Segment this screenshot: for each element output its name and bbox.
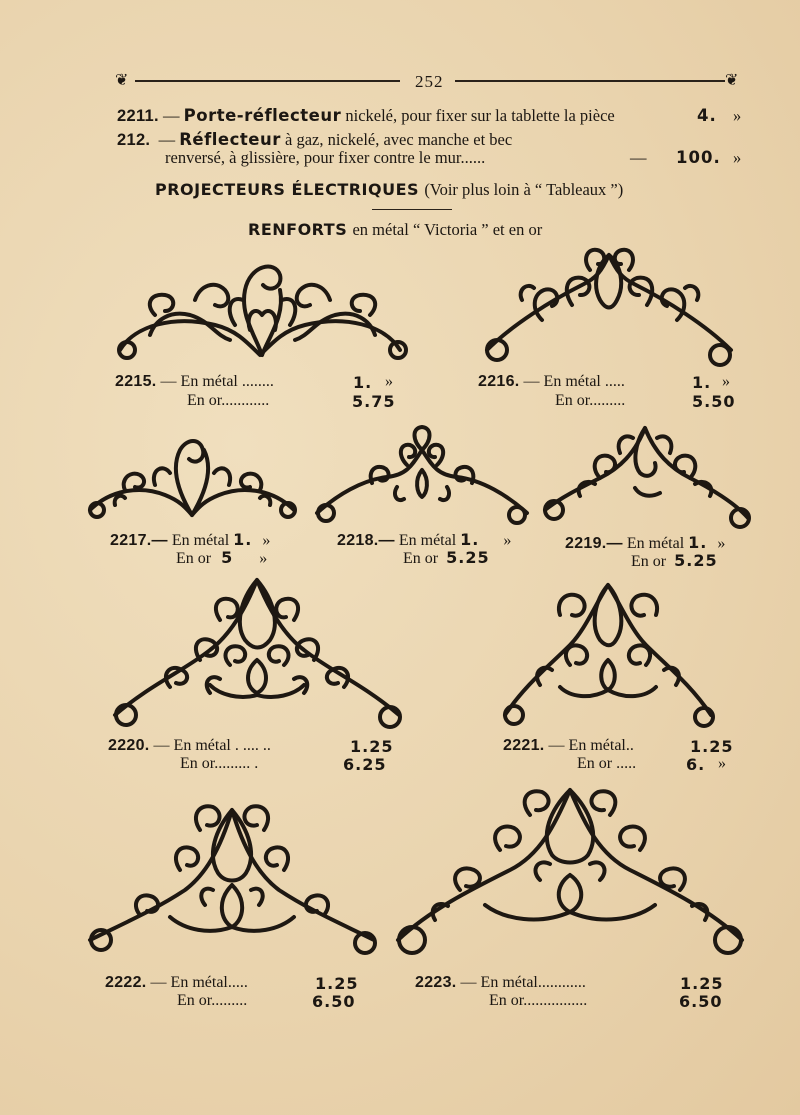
left-fleuron-icon: ❦ xyxy=(115,70,129,89)
ornament-2215 xyxy=(115,255,410,370)
item-2222-or-price: 6.50 xyxy=(312,992,356,1011)
ornament-2223 xyxy=(390,780,750,965)
item-2217-or: En or 5 » xyxy=(176,548,268,567)
section-projecteurs xyxy=(155,180,623,200)
item-2215-or-label: En or............ xyxy=(187,392,270,409)
item-2222-metal-price: 1.25 xyxy=(315,974,359,993)
item-2222: 2222. — En métal..... xyxy=(105,974,248,991)
item-2215-or-price: 5.75 xyxy=(352,392,396,411)
ornament-2221 xyxy=(500,575,720,735)
item-2216-metal-price: 1. xyxy=(692,373,712,392)
header-rule-left xyxy=(135,80,400,82)
item-2220-or-price: 6.25 xyxy=(343,755,387,774)
item-2211-tail: » xyxy=(733,106,742,125)
item-2216-or-label: En or......... xyxy=(555,392,626,409)
right-fleuron-icon: ❦ xyxy=(725,70,739,89)
item-2222-or-label: En or......... xyxy=(177,992,248,1009)
section-renforts-title: RENFORTS xyxy=(248,220,348,239)
item-2211-price: 4. xyxy=(697,106,717,125)
item-2215-metal-price: 1. xyxy=(353,373,373,392)
item-212-price: 100. xyxy=(676,148,721,167)
item-212-desc2: renversé, à glissière, pour fixer contre le mur...... xyxy=(165,148,486,167)
ornament-2222 xyxy=(85,795,380,965)
item-2223-or-price: 6.50 xyxy=(679,992,723,1011)
item-2223-metal-price: 1.25 xyxy=(680,974,724,993)
item-2219: 2219.— En métal 1. » xyxy=(565,533,726,552)
item-212-sep: — xyxy=(630,148,647,167)
item-2216-metal-tail: » xyxy=(722,373,730,390)
item-2215: 2215. — En métal ........ xyxy=(115,373,274,390)
item-2221-or-label: En or ..... xyxy=(577,755,637,772)
section-projecteurs-title: PROJECTEURS ÉLECTRIQUES xyxy=(155,180,420,199)
item-2217: 2217.— En métal 1. » xyxy=(110,530,271,549)
item-2220: 2220. — En métal . .... .. xyxy=(108,737,271,754)
ornament-2220 xyxy=(110,575,405,735)
section-projecteurs-note: (Voir plus loin à “ Tableaux ”) xyxy=(424,180,624,199)
item-2223: 2223. — En métal............ xyxy=(415,974,586,991)
item-2221-or-tail: » xyxy=(718,755,726,772)
section-divider xyxy=(372,209,452,210)
item-2218-or: En or 5.25 xyxy=(403,548,490,567)
section-renforts-note: en métal “ Victoria ” et en or xyxy=(352,220,543,239)
ornament-2217 xyxy=(85,435,300,525)
item-2218: 2218.— En métal 1. » xyxy=(337,530,512,549)
page-number: 252 xyxy=(415,72,444,91)
ornament-2218 xyxy=(312,425,532,525)
item-2220-or-label: En or......... . xyxy=(180,755,259,772)
section-renforts xyxy=(248,220,542,240)
ornament-2219 xyxy=(540,418,755,530)
item-2221-metal-price: 1.25 xyxy=(690,737,734,756)
item-2216: 2216. — En métal ..... xyxy=(478,373,625,390)
header-rule-right xyxy=(455,80,725,82)
item-2220-metal-price: 1.25 xyxy=(350,737,394,756)
item-2221: 2221. — En métal.. xyxy=(503,737,634,754)
item-2216-or-price: 5.50 xyxy=(692,392,736,411)
item-2219-or: En or 5.25 xyxy=(631,551,718,570)
item-2221-or-price: 6. xyxy=(686,755,706,774)
item-212-tail: » xyxy=(733,148,742,167)
item-2211: 2211. — Porte-réflecteur nickelé, pour fixer sur la tablette la pièce xyxy=(117,106,615,125)
ornament-2216 xyxy=(482,240,737,370)
item-2223-or-label: En or................ xyxy=(489,992,588,1009)
item-212: 212. — Réflecteur à gaz, nickelé, avec manche et bec xyxy=(117,130,513,149)
item-2215-metal-tail: » xyxy=(385,373,393,390)
